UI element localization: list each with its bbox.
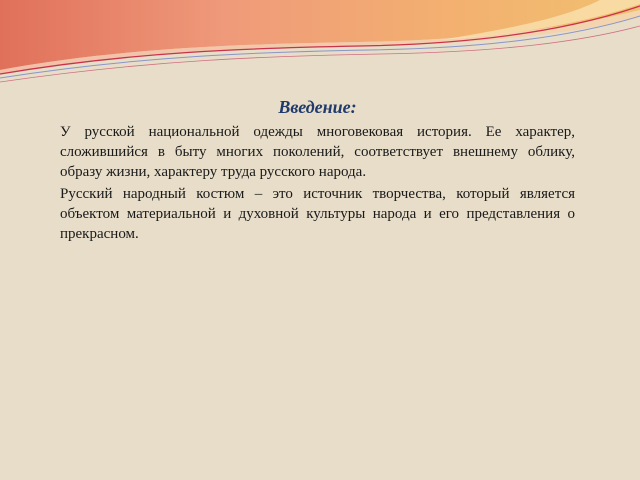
decorative-wave-header [0,0,640,90]
paragraph-intro: У русской национальной одежды многовековая история. Ее характер, сложившийся в быту многих поколений, соответствует внешнему облику, образу жизни, характеру труда русского народа. [60,124,575,180]
slide-title: Введение: [278,97,357,117]
slide-content [60,96,575,246]
paragraph-costume: Русский народный костюм – это источник творчества, который является объектом материальной и духовной культуры народа и его представления о прекрасном. [60,186,575,242]
